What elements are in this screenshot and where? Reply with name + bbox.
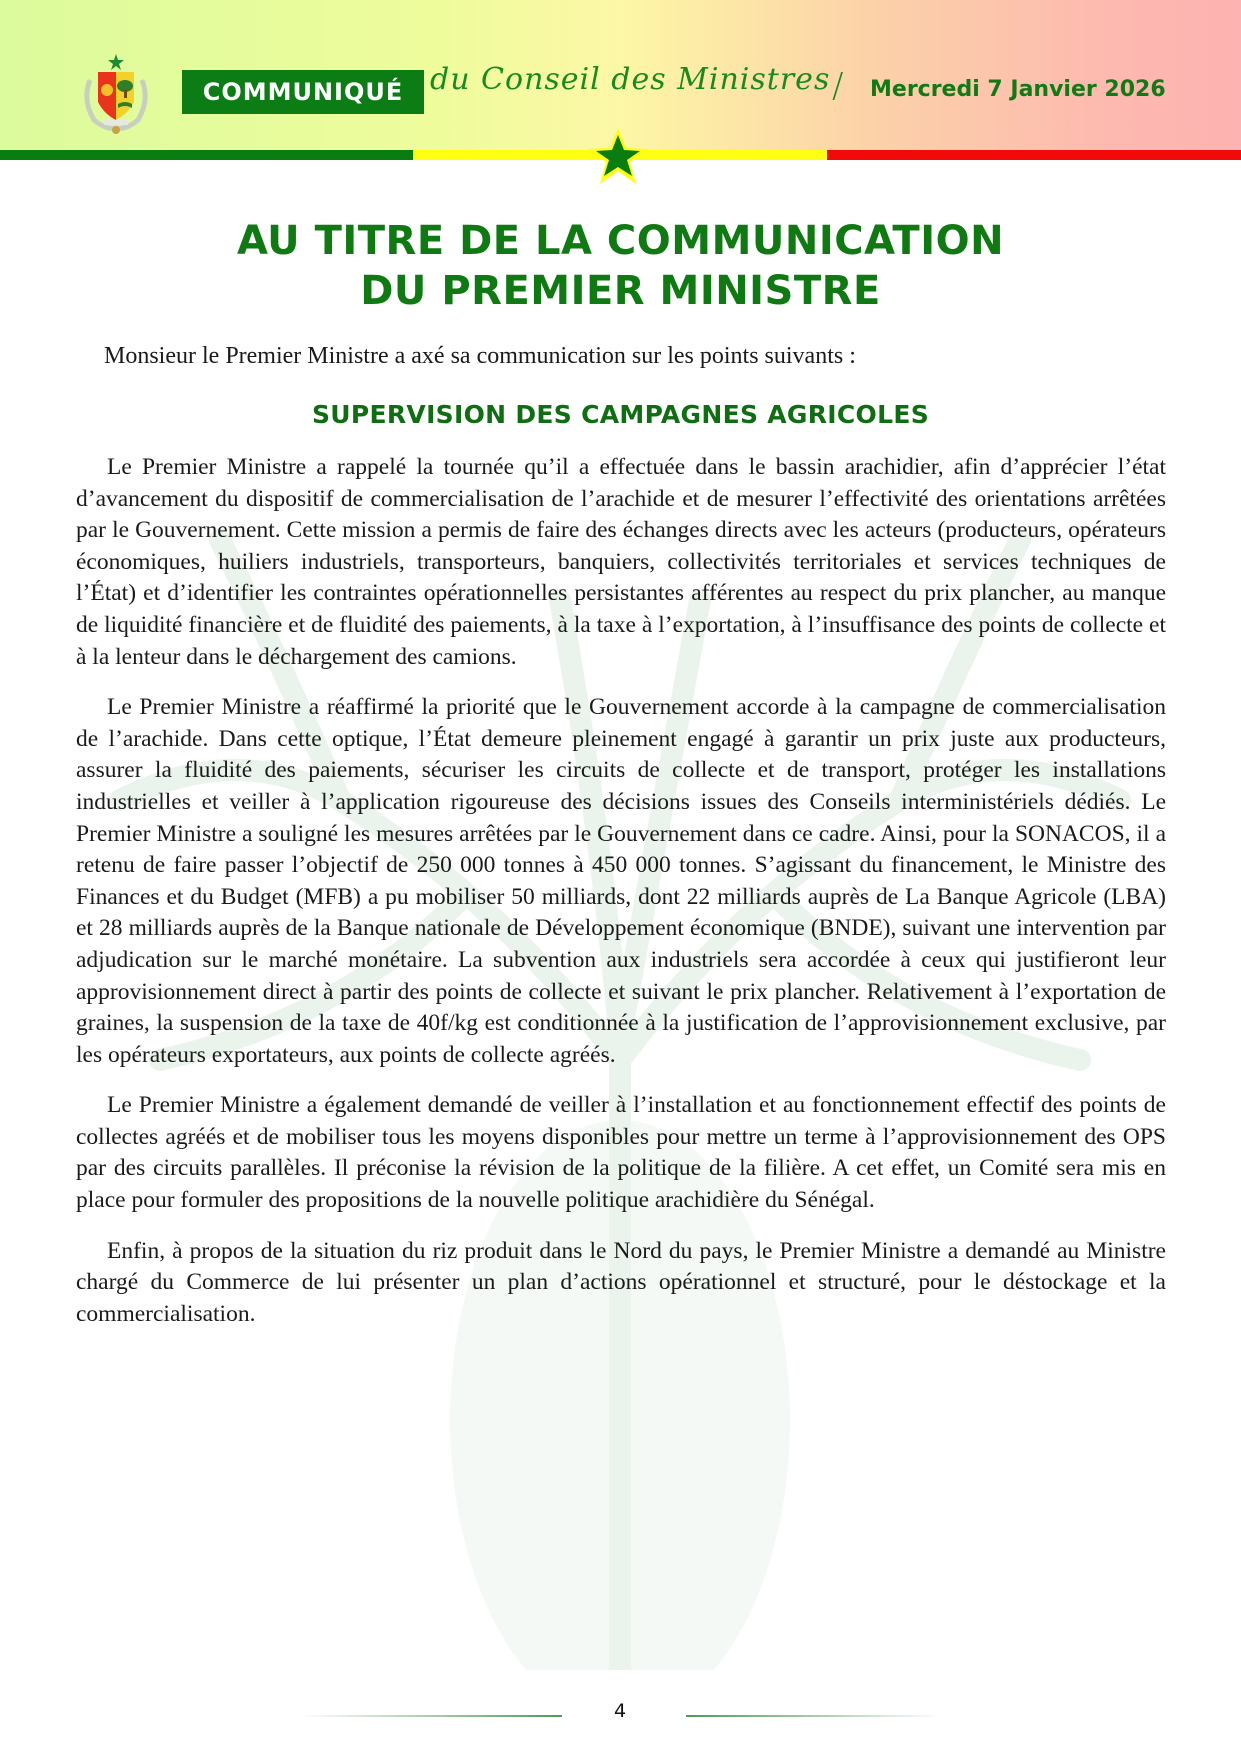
header-subtitle: du Conseil des Ministres bbox=[430, 62, 831, 97]
title-line-2: DU PREMIER MINISTRE bbox=[360, 268, 881, 314]
coat-of-arms-icon bbox=[80, 50, 152, 136]
star-icon bbox=[586, 126, 650, 186]
section-heading: SUPERVISION DES CAMPAGNES AGRICOLES bbox=[311, 400, 930, 429]
footer-divider-right bbox=[686, 1715, 942, 1717]
paragraph: Le Premier Ministre a rappelé la tournée qu’il a effectuée dans le bassin arachidier, afin d’apprécier l’état d’avancement du dispositif de commercialisation de l’arachide et de mesurer l’effectivité des orientations arrêtées par le Gouvernement. Cette mission a permis de faire des échanges directs avec les acteurs (producteurs, opérateurs économiques, huiliers industriels, transporteurs, banquiers, collectivités territoriales et services techniques de l’État) et d’identifier les contraintes opérationnelles persistantes afférentes au respect du prix plancher, au manque de liquidité financière et de fluidité des paiements, à la taxe à l’exportation, à l’insuffisance des points de collecte et à la lenteur dans le déchargement des camions. bbox=[76, 454, 1166, 670]
flag-stripe-green bbox=[0, 150, 413, 160]
title-line-1: AU TITRE DE LA COMMUNICATION bbox=[236, 218, 1005, 264]
header-date: Mercredi 7 Janvier 2026 bbox=[870, 77, 1166, 102]
paragraph: Enfin, à propos de la situation du riz produit dans le Nord du pays, le Premier Ministre a demandé au Ministre chargé du Commerce de lui présenter un plan d’actions opérationnel et structuré, pour le déstockage et la commercialisation. bbox=[76, 1237, 1166, 1327]
page-title bbox=[0, 216, 1241, 316]
intro-text: Monsieur le Premier Ministre a axé sa communication sur les points suivants : bbox=[104, 343, 856, 369]
communique-badge: COMMUNIQUÉ bbox=[182, 70, 424, 114]
paragraph: Le Premier Ministre a également demandé de veiller à l’installation et au fonctionnement effectif des points de collectes agréés et de mobiliser tous les moyens disponibles pour mettre un terme à l’approvisionnement des OPS par des circuits parallèles. Il préconise la révision de la politique de la filière. A cet effet, un Comité sera mis en place pour formuler des propositions de la nouvelle politique arachidière du Sénégal. bbox=[76, 1092, 1166, 1214]
footer-divider-left bbox=[300, 1715, 562, 1717]
header-separator: / bbox=[832, 66, 844, 106]
flag-stripe-red bbox=[827, 150, 1241, 160]
body-content bbox=[76, 452, 1166, 1349]
page-number: 4 bbox=[613, 1700, 627, 1722]
paragraph: Le Premier Ministre a réaffirmé la priorité que le Gouvernement accorde à la campagne de commercialisation de l’arachide. Dans cette optique, l’État demeure pleinement engagé à garantir un prix juste aux producteurs, assurer la fluidité des paiements, sécuriser les circuits de collecte et de transport, protéger les installations industrielles et veiller à l’application rigoureuse des décisions issues des Conseils interministériels dédiés. Le Premier Ministre a souligné les mesures arrêtées par le Gouvernement dans ce cadre. Ainsi, pour la SONACOS, il a retenu de faire passer l’objectif de 250 000 tonnes à 450 000 tonnes. S’agissant du financement, le Ministre des Finances et du Budget (MFB) a pu mobiliser 50 milliards, dont 22 milliards auprès de La Banque Agricole (LBA) et 28 milliards auprès de la Banque nationale de Développement économique (BNDE), suivant une intervention par adjudication sur le marché monétaire. La subvention aux industriels sera accordée à ceux qui justifieront leur approvisionnement direct à partir des points de collecte et suivant le prix plancher. Relativement à l’exportation de graines, la suspension de la taxe de 40f/kg est conditionnée à la justification de l’approvisionnement exclusive, par les opérateurs exportateurs, aux points de collecte agréés. bbox=[76, 694, 1166, 1068]
